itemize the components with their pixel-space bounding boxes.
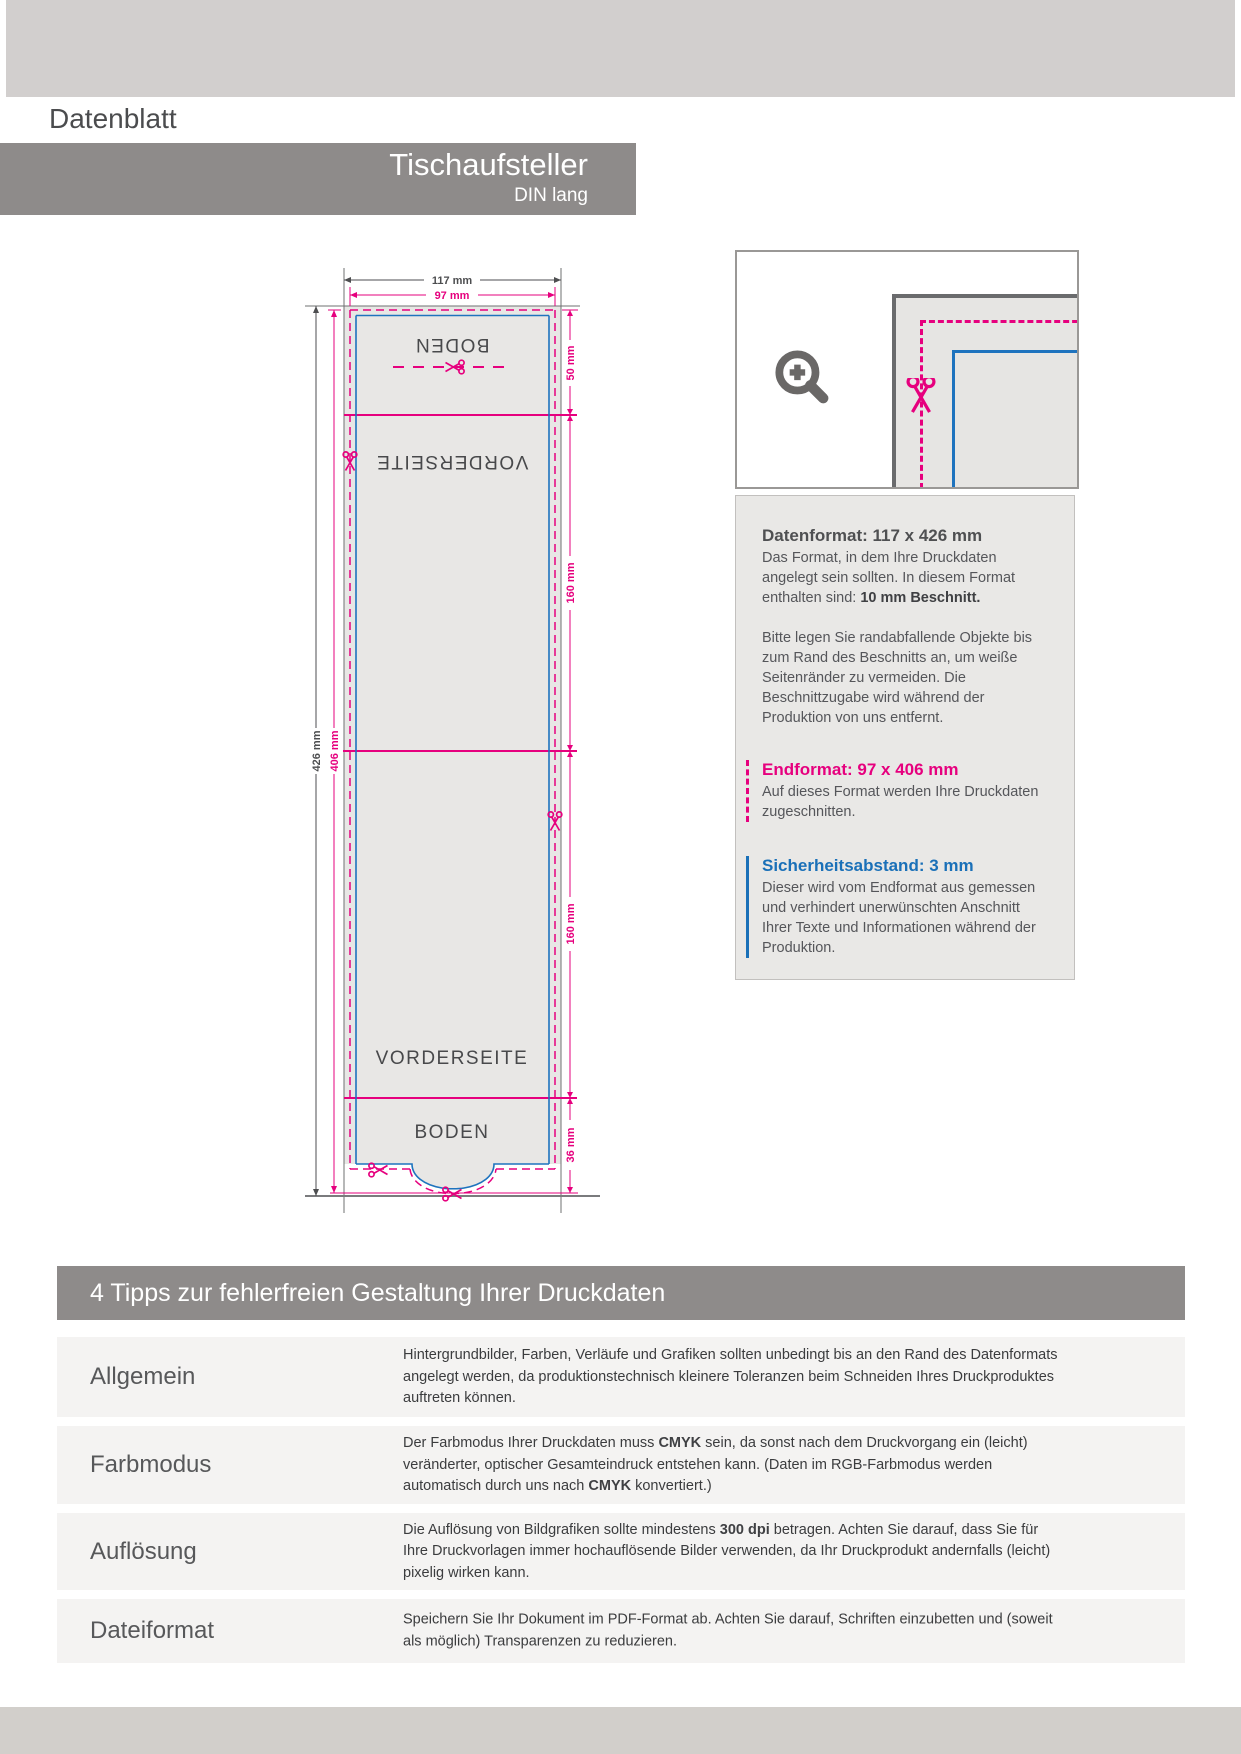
beschnitt-text: Bitte legen Sie randabfallende Objekte bis zum Rand des Beschnitts an, um weiße Seitenränder zu vermeiden. Die Beschnittzugabe wird während der Produktion von uns entfernt. (762, 630, 1033, 726)
panel-front-bottom-label: VORDERSEITE (375, 1048, 529, 1069)
tip-text: Speichern Sie Ihr Dokument im PDF-Format ab. Achten Sie darauf, Schriften einzubetten und (soweit als möglich) Transparenzen zu reduzieren. (403, 1611, 1053, 1649)
panel-front-top-label: VORDERSEITE (375, 451, 529, 472)
magnifier-icon (769, 344, 831, 406)
datenformat-block (762, 526, 1052, 728)
doc-label-box (0, 97, 249, 143)
format-info-panel (735, 495, 1075, 980)
segment-front-top-label: 160 mm (565, 562, 577, 604)
tip-text: Der Farbmodus Ihrer Druckdaten muss CMYK sein, da sonst nach dem Druckvorgang ein (leicht) veränderter, optischer Gesamteindruck entstehen kann. (Daten im RGB-Farbmodus werden automatisch durch uns nach CMYK konvertiert.) (403, 1434, 1028, 1494)
data-height-dimension (311, 306, 323, 1196)
product-subtitle: DIN lang (514, 185, 588, 206)
layout-diagram (270, 240, 640, 1230)
datenformat-title: Datenformat: 117 x 426 mm (762, 526, 983, 545)
tip-label: Allgemein (90, 1363, 196, 1390)
segment-boden-bottom-label: 36 mm (565, 1127, 577, 1163)
endformat-title: Endformat: 97 x 406 mm (762, 760, 959, 779)
safety-line-detail (952, 350, 1079, 353)
panel-boden-top-label: BODEN (414, 334, 490, 355)
product-title: Tischaufsteller (389, 147, 588, 182)
tip-text: Die Auflösung von Bildgrafiken sollte mindestens 300 dpi betragen. Achten Sie darauf, dass Sie für Ihre Druckvorlagen immer hochauflösende Bilder verwenden, da Ihr Druckprodukt andernfalls (leicht) pixelig wirken kann. (403, 1521, 1051, 1581)
safety-line-detail (952, 350, 955, 489)
tip-row-farbmodus (57, 1426, 1185, 1504)
data-height-label: 426 mm (311, 730, 323, 772)
endformat-block (746, 760, 1052, 822)
zoom-detail-box (735, 250, 1079, 489)
scissors-icon (369, 1163, 388, 1177)
segment-boden-top-label: 50 mm (565, 345, 577, 381)
tip-label: Farbmodus (90, 1451, 212, 1478)
cut-line-detail (920, 320, 1079, 323)
sicherheitsabstand-block (746, 856, 1052, 958)
tip-label: Dateiformat (90, 1617, 215, 1644)
end-width-dimension (350, 287, 555, 306)
zoomed-corner-art (892, 294, 1079, 489)
tip-row-allgemein (57, 1337, 1185, 1417)
tips-header-bar: 4 Tipps zur fehlerfreien Gestaltung Ihrer Druckdaten (57, 1266, 1185, 1320)
segment-front-bottom-label: 160 mm (565, 903, 577, 945)
header-band (6, 0, 1235, 97)
doc-label: Datenblatt (49, 103, 177, 134)
tip-row-aufloesung (57, 1513, 1185, 1590)
scissors-icon (898, 378, 944, 430)
datenformat-text: Das Format, in dem Ihre Druckdaten angelegt sein sollten. In diesem Format enthalten sind: 10 mm Beschnitt. (762, 550, 1016, 606)
data-width-dimension (344, 275, 561, 287)
end-height-label: 406 mm (329, 730, 341, 772)
title-bar (0, 143, 636, 215)
tip-text: Hintergrundbilder, Farben, Verläufe und Grafiken sollten unbedingt bis an den Rand des Datenformats angelegt werden, da produktionstechnisch kleinere Toleranzen beim Schneiden Ihres Druckproduktes auftreten können. (403, 1346, 1058, 1406)
endformat-text: Auf dieses Format werden Ihre Druckdaten zugeschnitten. (762, 784, 1039, 820)
tip-label: Auflösung (90, 1537, 197, 1565)
panel-boden-bottom-label: BODEN (414, 1122, 490, 1143)
data-width-label: 117 mm (431, 275, 473, 287)
sicherheitsabstand-title: Sicherheitsabstand: 3 mm (762, 856, 974, 875)
sicherheitsabstand-text: Dieser wird vom Endformat aus gemessen und verhindert unerwünschten Anschnitt Ihrer Texte und Informationen während der Produktion. (762, 880, 1036, 956)
footer-band (0, 1707, 1241, 1754)
tip-row-dateiformat (57, 1599, 1185, 1663)
end-width-label: 97 mm (434, 290, 470, 302)
